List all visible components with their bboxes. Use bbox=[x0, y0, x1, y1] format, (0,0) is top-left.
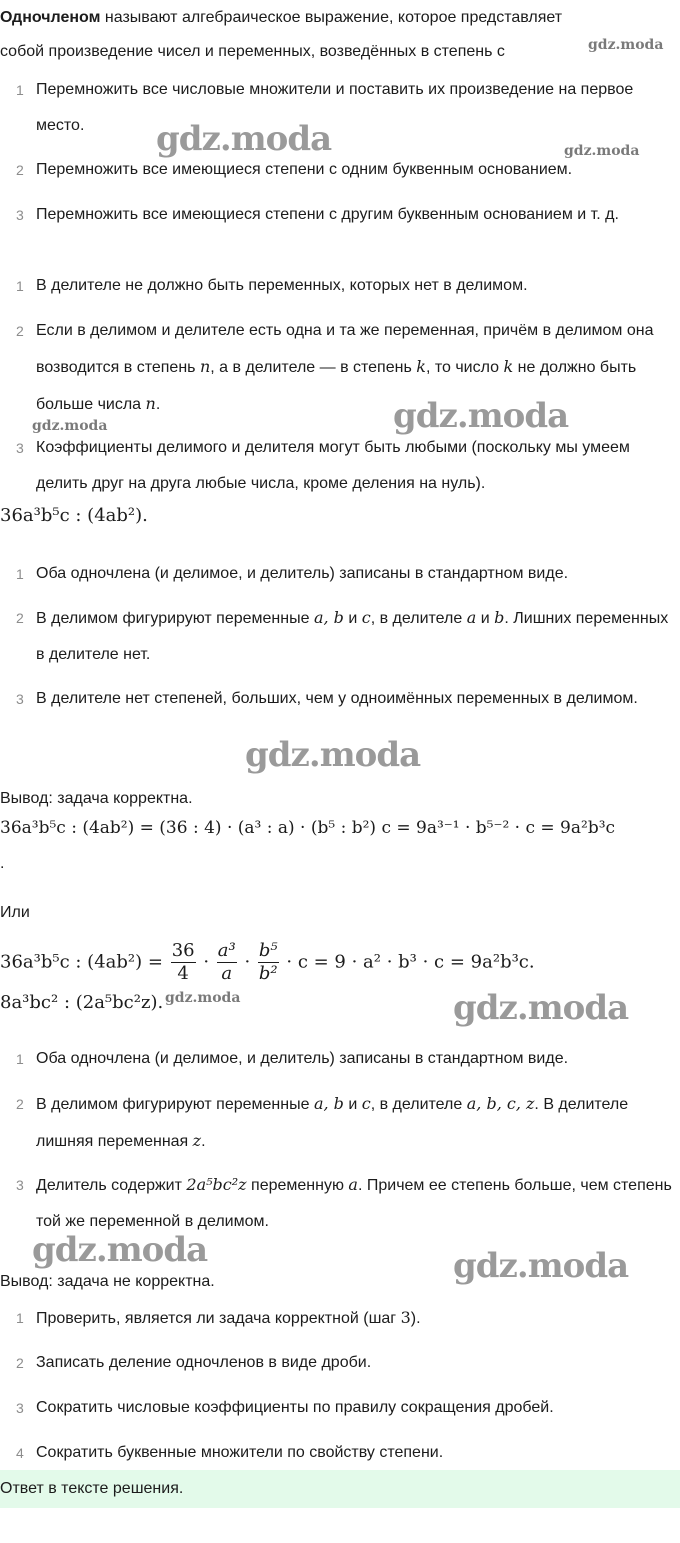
math-var: a, b, c, z bbox=[466, 1094, 535, 1113]
answer-banner: Ответ в тексте решения. bbox=[0, 1470, 680, 1508]
text-part: , в делителе bbox=[370, 1096, 463, 1113]
list-item-number: 2 bbox=[16, 1355, 24, 1371]
text-part: Проверить, является ли задача корректной (шаг bbox=[36, 1310, 397, 1327]
list-item-number: 1 bbox=[16, 566, 24, 582]
list-item-number: 3 bbox=[16, 207, 24, 223]
alternative-label: Или bbox=[0, 904, 30, 921]
list-item-text: В делителе не должно быть переменных, которых нет в делимом. bbox=[36, 277, 528, 294]
text-part: , а в делителе — в степень bbox=[210, 359, 412, 376]
math-var: n bbox=[145, 394, 156, 413]
fraction-denominator: b² bbox=[258, 963, 278, 984]
list-item-text: Оба одночлена (и делимое, и делитель) записаны в стандартном виде. bbox=[36, 565, 569, 582]
list-item-text: Перемножить все имеющиеся степени с одним буквенным основанием. bbox=[36, 161, 573, 178]
fraction-denominator: a bbox=[221, 963, 233, 984]
fraction-numerator: b⁵ bbox=[258, 940, 278, 961]
math-var: k bbox=[416, 357, 426, 376]
formula-solution-1: 36a³b⁵c : (4ab²) = (36 : 4) · (a³ : a) · (b⁵ : b²) c = 9a³⁻¹ · b⁵⁻² · c = 9a²b³c bbox=[0, 818, 616, 838]
step-number: 3 bbox=[400, 1308, 411, 1327]
conclusion-incorrect: Вывод: задача не корректна. bbox=[0, 1273, 215, 1290]
watermark-logo: gdz.moda bbox=[165, 990, 241, 1006]
list-item-text bbox=[36, 1086, 680, 1160]
watermark-logo: gdz.moda bbox=[32, 1230, 208, 1270]
math-var: c bbox=[361, 608, 371, 627]
fraction bbox=[171, 940, 196, 985]
list-item-text bbox=[36, 313, 680, 423]
math-var: c bbox=[361, 1094, 371, 1113]
list-item-text: Записать деление одночленов в виде дроби. bbox=[36, 1354, 372, 1371]
watermark-logo: gdz.moda bbox=[245, 735, 421, 775]
math-var: a, b bbox=[313, 608, 344, 627]
list-item-text: Коэффициенты делимого и делителя могут быть любыми (поскольку мы умеем делить друг на друга любые числа, кроме деления на нуль). bbox=[36, 439, 630, 492]
math-var: a bbox=[348, 1175, 358, 1194]
list-item-number: 1 bbox=[16, 1051, 24, 1067]
text-part: и bbox=[348, 1096, 358, 1113]
formula-solution-2: 36a³b⁵c : (4ab²) = $\frac{36}{4}$ · $\frac{\text{a³}}{a}$ · $\frac{\text{b⁵}}{\text{b²}}$ · c = 9 · a² · b³ · c = 9a²b³c. bbox=[0, 940, 535, 984]
text-part: В делимом фигурируют переменные bbox=[36, 1096, 310, 1113]
text-part: В делимом фигурируют переменные bbox=[36, 610, 310, 627]
text-part: переменную bbox=[251, 1177, 344, 1194]
math-var: a, b bbox=[313, 1094, 344, 1113]
intro-paragraph bbox=[0, 4, 680, 32]
math-var: n bbox=[199, 357, 211, 376]
formula-example-1: 36a³b⁵c : (4ab²). bbox=[0, 505, 148, 526]
math-var: k bbox=[503, 357, 514, 376]
text-part: . bbox=[155, 396, 161, 413]
list-item-text bbox=[36, 600, 680, 673]
text-part: , в делителе bbox=[370, 610, 463, 627]
list-item-number: 1 bbox=[16, 278, 24, 294]
text-part: Делитель содержит bbox=[36, 1177, 182, 1194]
intro-line2: собой произведение чисел и переменных, возведённых в степень с bbox=[0, 43, 505, 60]
fraction bbox=[217, 940, 237, 985]
list-item-number: 3 bbox=[16, 1177, 24, 1193]
list-item-text bbox=[36, 1300, 680, 1337]
formula-period: . bbox=[0, 855, 5, 872]
text-part: , то число bbox=[425, 359, 500, 376]
list-item-text: Сократить числовые коэффициенты по правилу сокращения дробей. bbox=[36, 1399, 554, 1416]
fraction bbox=[258, 940, 279, 985]
intro-term: Одночленом bbox=[0, 9, 101, 26]
text-part: ). bbox=[410, 1310, 421, 1327]
list-item-number: 3 bbox=[16, 691, 24, 707]
list-item-number: 2 bbox=[16, 1096, 24, 1112]
formula-example-2: 8a³bc² : (2a⁵bc²z). bbox=[0, 992, 164, 1013]
math-expression: 2a⁵bc²z bbox=[186, 1175, 247, 1194]
math-var: a bbox=[466, 608, 477, 627]
list-item-number: 2 bbox=[16, 162, 24, 178]
text-part: не должно быть больше числа bbox=[36, 359, 637, 413]
math-var: z bbox=[192, 1131, 202, 1150]
list-item-text: Сократить буквенные множители по свойству степени. bbox=[36, 1444, 444, 1461]
intro-paragraph-line2 bbox=[0, 38, 680, 66]
fraction-numerator: a³ bbox=[217, 940, 236, 961]
intro-line1: называют алгебраическое выражение, которое представляет bbox=[104, 9, 563, 26]
watermark-logo: gdz.moda bbox=[32, 418, 108, 434]
watermark-logo: gdz.moda bbox=[453, 988, 629, 1028]
list-item-text: Перемножить все числовые множители и поставить их произведение на первое место. bbox=[36, 81, 634, 134]
list-item-text: Перемножить все имеющиеся степени с другим буквенным основанием и т. д. bbox=[36, 206, 619, 223]
watermark-logo: gdz.moda bbox=[453, 1246, 629, 1286]
text-part: . Лишних переменных в делителе нет. bbox=[36, 610, 669, 663]
list-item-number: 1 bbox=[16, 1310, 24, 1326]
list-item-text: В делителе нет степеней, больших, чем у одноимённых переменных в делимом. bbox=[36, 690, 638, 707]
list-item-number: 3 bbox=[16, 1400, 24, 1416]
list-item-number: 1 bbox=[16, 82, 24, 98]
math-var: b bbox=[494, 608, 505, 627]
text-part: и bbox=[480, 610, 490, 627]
watermark-logo: gdz.moda bbox=[588, 37, 664, 53]
watermark-logo: gdz.moda bbox=[393, 396, 569, 436]
text-part: . Причем ее степень больше, чем степень той же переменной в делимом. bbox=[36, 1177, 672, 1230]
conclusion-correct: Вывод: задача корректна. bbox=[0, 790, 193, 807]
fraction-numerator: 36 bbox=[171, 940, 195, 961]
formula-right: · c = 9 · a² · b³ · c = 9a²b³c. bbox=[286, 951, 535, 973]
text-part: и bbox=[348, 610, 358, 627]
list-item-text: Оба одночлена (и делимое, и делитель) записаны в стандартном виде. bbox=[36, 1050, 569, 1067]
list-item-number: 2 bbox=[16, 610, 24, 626]
formula-left: 36a³b⁵c : (4ab²) = bbox=[0, 951, 163, 973]
text-part: Если в делимом и делителе есть одна и та же переменная, причём в делимом она возводится в степень bbox=[36, 322, 654, 376]
fraction-denominator: 4 bbox=[177, 963, 189, 984]
watermark-logo: gdz.moda bbox=[156, 119, 332, 159]
list-item-number: 2 bbox=[16, 323, 24, 339]
list-item-number: 4 bbox=[16, 1445, 24, 1461]
text-part: . bbox=[201, 1133, 206, 1150]
watermark-logo: gdz.moda bbox=[564, 143, 640, 159]
text-part: . В делителе лишняя переменная bbox=[36, 1096, 629, 1150]
list-item-number: 3 bbox=[16, 440, 24, 456]
